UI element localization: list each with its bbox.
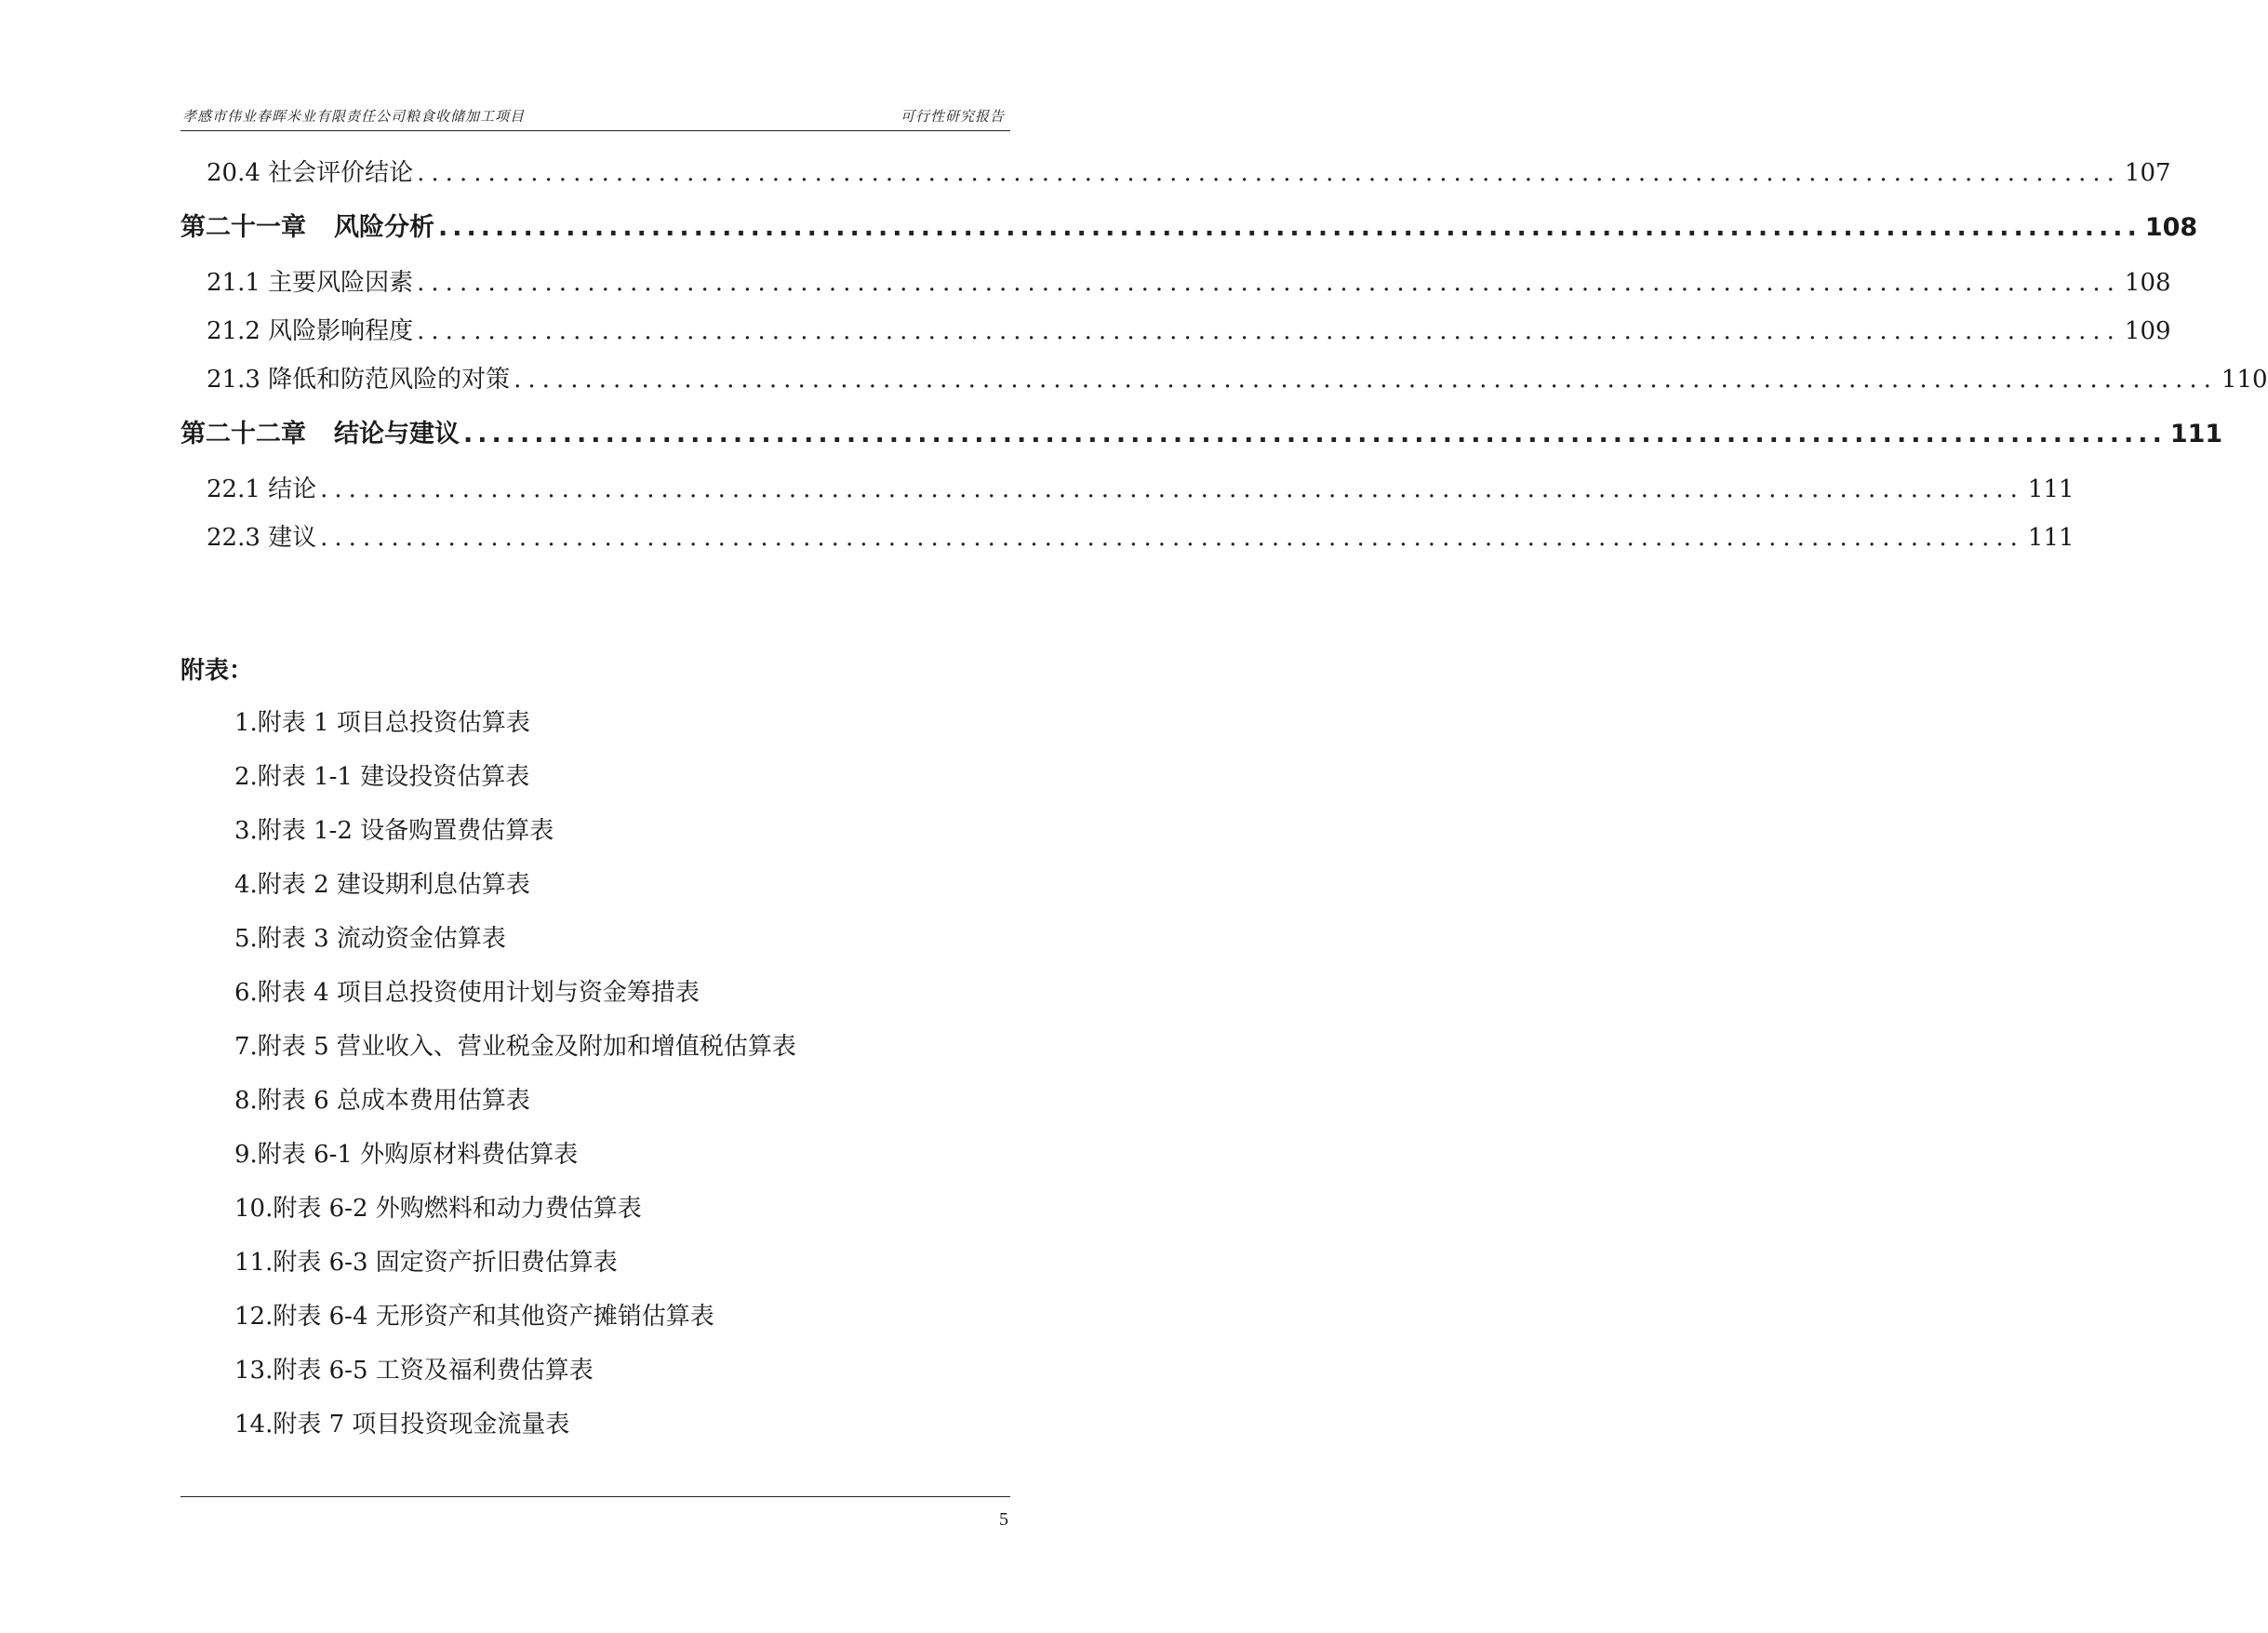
toc-leader-dots: ........................................................................................................................ [417, 159, 2121, 187]
appendix-heading: 附表： [180, 657, 254, 685]
appendix-item[interactable]: 11.附表 6-3 固定资产折旧费估算表 [234, 1249, 618, 1277]
toc-chapter-label [180, 197, 434, 259]
toc-chapter-title: 结论与建议 [334, 420, 460, 448]
footer-divider [180, 1496, 1010, 1497]
page-number: 5 [999, 1509, 1008, 1530]
toc-page-number: 111 [2027, 524, 2075, 552]
appendix-item[interactable]: 4.附表 2 建设期利息估算表 [234, 871, 530, 899]
appendix-item[interactable]: 5.附表 3 流动资金估算表 [234, 925, 506, 953]
toc-section-entry[interactable] [180, 307, 2171, 355]
toc-section-label: 22.1 结论 [207, 475, 317, 503]
table-of-contents [180, 149, 2268, 562]
toc-section-label: 20.4 社会评价结论 [207, 159, 414, 187]
toc-chapter-title: 风险分析 [334, 213, 434, 242]
toc-chapter-label [180, 404, 460, 465]
appendix-item[interactable]: 14.附表 7 项目投资现金流量表 [234, 1411, 570, 1439]
toc-leader-dots: ........................................................................................................................ [320, 475, 2024, 503]
toc-page-number: 108 [2124, 269, 2171, 297]
toc-page-number: 110 [2221, 366, 2268, 394]
toc-leader-dots: ........................................................................................................................ [514, 366, 2218, 394]
toc-page-number: 107 [2124, 159, 2171, 187]
appendix-item[interactable]: 8.附表 6 总成本费用估算表 [234, 1087, 530, 1115]
appendix-item[interactable]: 9.附表 6-1 外购原材料费估算表 [234, 1141, 579, 1169]
appendix-item[interactable]: 3.附表 1-2 设备购置费估算表 [234, 817, 554, 845]
appendix-list [234, 696, 796, 1452]
toc-page-number: 111 [2169, 420, 2223, 448]
toc-section-label: 21.2 风险影响程度 [207, 317, 414, 345]
toc-chapter-entry[interactable] [180, 197, 2198, 259]
appendix-item[interactable]: 6.附表 4 项目总投资使用计划与资金筹措表 [234, 979, 700, 1007]
toc-chapter-number: 第二十二章 [180, 420, 306, 448]
toc-section-entry[interactable] [180, 514, 2075, 562]
toc-section-entry[interactable] [180, 355, 2268, 404]
toc-chapter-entry[interactable] [180, 404, 2223, 465]
toc-section-label: 21.3 降低和防范风险的对策 [207, 366, 511, 394]
appendix-item[interactable]: 13.附表 6-5 工资及福利费估算表 [234, 1357, 594, 1385]
toc-section-entry[interactable] [180, 149, 2171, 197]
toc-page-number: 111 [2027, 475, 2075, 503]
header-divider [180, 130, 1010, 131]
toc-section-label: 22.3 建议 [207, 524, 317, 552]
appendix-item[interactable]: 1.附表 1 项目总投资估算表 [234, 709, 530, 737]
toc-section-entry[interactable] [180, 465, 2075, 514]
toc-section-entry[interactable] [180, 259, 2171, 307]
toc-leader-dots: ........................................................................................................................ [417, 269, 2121, 297]
appendix-item[interactable]: 2.附表 1-1 建设投资估算表 [234, 763, 530, 791]
toc-leader-dots: ........................................................................................................................ [463, 420, 2167, 448]
appendix-item[interactable]: 12.附表 6-4 无形资产和其他资产摊销估算表 [234, 1303, 714, 1331]
toc-section-label: 21.1 主要风险因素 [207, 269, 414, 297]
page-header [180, 104, 1010, 130]
toc-leader-dots: ........................................................................................................................ [320, 524, 2024, 552]
toc-leader-dots: ........................................................................................................................ [417, 317, 2121, 345]
toc-leader-dots: ........................................................................................................................ [438, 213, 2141, 242]
appendix-item[interactable]: 7.附表 5 营业收入、营业税金及附加和增值税估算表 [234, 1033, 796, 1061]
toc-chapter-number: 第二十一章 [180, 213, 306, 242]
toc-page-number: 109 [2124, 317, 2171, 345]
appendix-item[interactable]: 10.附表 6-2 外购燃料和动力费估算表 [234, 1195, 642, 1223]
header-project-title: 孝感市伟业春晖米业有限责任公司粮食收储加工项目 [182, 108, 526, 125]
toc-page-number: 108 [2144, 213, 2198, 242]
header-report-type: 可行性研究报告 [900, 108, 1005, 125]
